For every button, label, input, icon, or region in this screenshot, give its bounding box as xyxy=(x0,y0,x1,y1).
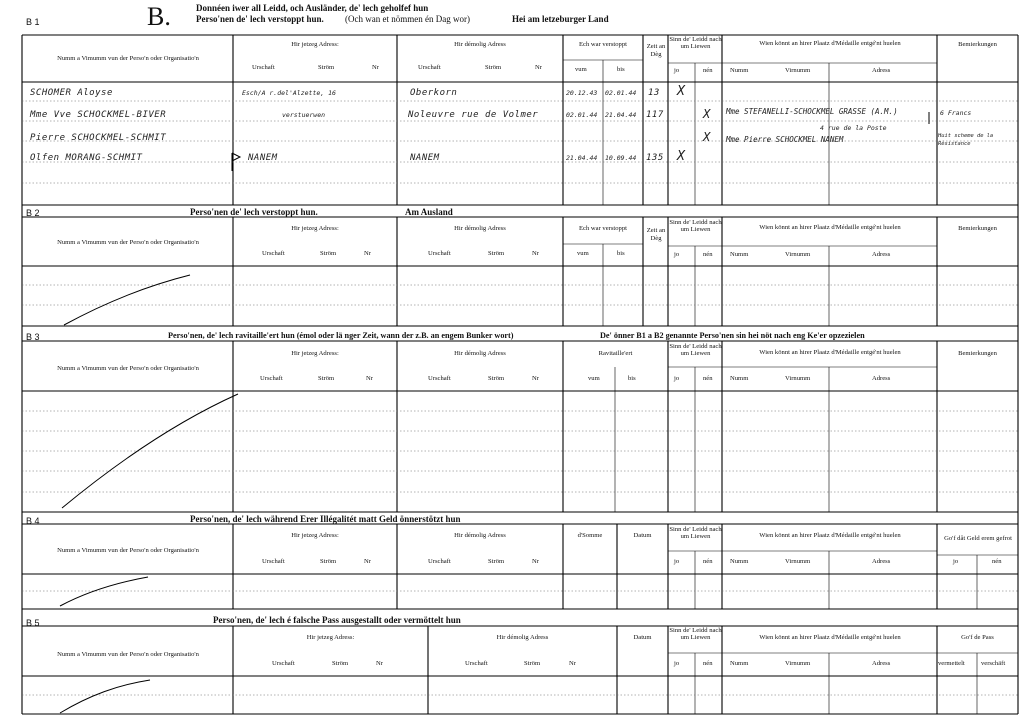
b3-hdr-supplied: Ravitaille'ert xyxy=(598,350,633,357)
b4-hdr-current: Hir jetzeg Adress: xyxy=(291,532,339,539)
entry-former-address: Noleuvre rue de Volmer xyxy=(408,110,539,120)
b3-hdr-sense: Sinn de' Leidd nach um Liewen xyxy=(669,343,722,357)
b3-hdr-to: bis xyxy=(628,375,636,382)
b1-hdr-medal-first: Virnumm xyxy=(785,67,811,74)
entry-days: 13 xyxy=(648,88,660,98)
entry-no-mark: X xyxy=(703,130,711,144)
b2-hdr-current: Hir jetzeg Adress: xyxy=(291,225,339,232)
b1-hdr-medal-name: Numm xyxy=(730,67,749,74)
b5-hdr-town2: Urschaft xyxy=(465,660,488,667)
b2-hdr-days: Zeit an Dèg xyxy=(646,227,666,242)
b5-hdr-town: Urschaft xyxy=(272,660,295,667)
entry-remark: Huit scheme de la Résistance xyxy=(938,133,994,147)
b1-hdr-yes: jo xyxy=(674,67,680,74)
entry-days: 135 xyxy=(646,153,664,163)
header-letter: B. xyxy=(147,2,171,31)
b1-hdr-former: Hir démolig Adress xyxy=(454,41,506,48)
b4-hdr-street2: Ström xyxy=(488,558,505,565)
b2-hdr-nr: Nr xyxy=(364,250,371,257)
b4-hdr-date: Datum xyxy=(633,532,652,539)
b4-hdr-yes: jo xyxy=(674,558,680,565)
b4-hdr-money: Go'f dât Geld erem gefrot xyxy=(944,535,1012,542)
b3-hdr-town: Urschaft xyxy=(260,375,283,382)
b1-title-line2: Perso'nen de' lech verstoppt hun. xyxy=(196,14,324,24)
entry-remark: 6 Francs xyxy=(940,109,972,117)
b3-hdr-from: vum xyxy=(588,375,600,382)
b1-hdr-town2: Urschaft xyxy=(418,64,441,71)
b4-hdr-money-no: nén xyxy=(992,558,1002,565)
entry-name: Pierre SCHOCKMEL-SCHMIT xyxy=(30,133,167,143)
b2-hdr-yes: jo xyxy=(674,251,680,258)
b2-hdr-street: Ström xyxy=(320,250,337,257)
b1-hdr-name: Numm a Vimumm vun der Perso'n oder Organisatio'n xyxy=(57,55,199,62)
entry-yes-mark: X xyxy=(677,84,686,99)
b5-hdr-no: nén xyxy=(703,660,713,667)
b2-hdr-town: Urschaft xyxy=(262,250,285,257)
entry-former-address: NANEM xyxy=(410,153,440,163)
entry-current-address: verstuerwen xyxy=(282,111,326,119)
b5-hdr-street: Ström xyxy=(332,660,349,667)
b2-hdr-nr2: Nr xyxy=(532,250,539,257)
b4-hdr-nr: Nr xyxy=(364,558,371,565)
b2-hdr-remarks: Bemierkungen xyxy=(958,225,997,232)
b2-title-region: Am Ausland xyxy=(405,207,453,217)
b1-hdr-street: Ström xyxy=(318,64,335,71)
b2-hdr-name: Numm a Vimumm vun der Perso'n oder Organisatio'n xyxy=(57,239,199,246)
b5-hdr-current: Hir jetzeg Adress: xyxy=(306,634,355,641)
b2-hdr-former: Hir démolig Adress xyxy=(454,225,506,232)
b4-hdr-nr2: Nr xyxy=(532,558,539,565)
b3-hdr-nr: Nr xyxy=(366,375,373,382)
b5-hdr-former: Hir démolig Adress xyxy=(496,634,549,641)
b1-hdr-town: Urschaft xyxy=(252,64,275,71)
section-id-b1: B 1 xyxy=(26,17,40,27)
section-id-b5: B 5 xyxy=(26,618,40,628)
b4-hdr-medal-name: Numm xyxy=(730,558,749,565)
b1-hdr-street2: Ström xyxy=(485,64,502,71)
entry-yes-mark: X xyxy=(677,149,686,164)
b3-hdr-no: nén xyxy=(703,375,713,382)
b1-hdr-nr2: Nr xyxy=(535,64,542,71)
b5-hdr-medal-name: Numm xyxy=(730,660,749,667)
b2-hdr-hidden: Ech war verstoppt xyxy=(579,225,627,232)
entry-name: Mme Vve SCHOCKMEL-BIVER xyxy=(30,110,167,120)
entry-days: 117 xyxy=(646,110,664,120)
b4-hdr-sum: d'Somme xyxy=(577,532,603,539)
b5-hdr-mediated: vermettelt xyxy=(938,660,965,667)
b5-hdr-date: Datum xyxy=(633,634,652,641)
b3-hdr-street2: Ström xyxy=(488,375,505,382)
b1-hdr-current: Hir jetzeg Adress: xyxy=(291,41,339,48)
b2-hdr-street2: Ström xyxy=(488,250,505,257)
b4-hdr-street: Ström xyxy=(320,558,337,565)
b3-hdr-medal-first: Virnumm xyxy=(785,375,811,382)
entry-name: Olfen MORANG-SCHMIT xyxy=(30,153,143,163)
b1-hdr-days: Zeit an Dèg xyxy=(646,43,666,58)
b5-hdr-yes: jo xyxy=(674,660,680,667)
b2-hdr-to: bis xyxy=(617,250,625,257)
b3-hdr-remarks: Bemierkungen xyxy=(958,350,997,357)
b2-hdr-medal-first: Virnumm xyxy=(785,251,811,258)
b4-hdr-name: Numm a Vimumm vun der Perso'n oder Organisatio'n xyxy=(57,547,199,554)
entry-current-address: Esch/A r.del'Alzette, 16 xyxy=(242,89,336,97)
b1-hdr-remarks: Bemierkungen xyxy=(958,41,997,48)
entry-from: 20.12.43 xyxy=(566,89,598,97)
entry-medal-address: 4 rue de la Poste xyxy=(820,124,887,132)
section-id-b4: B 4 xyxy=(26,516,40,526)
b4-hdr-town: Urschaft xyxy=(262,558,285,565)
b1-title-note: (Och wan et nömmen én Dag wor) xyxy=(345,14,470,24)
b3-hdr-nr2: Nr xyxy=(532,375,539,382)
b4-hdr-money-yes: jo xyxy=(953,558,959,565)
b3-hdr-name: Numm a Vimumm vun der Perso'n oder Organisatio'n xyxy=(57,365,199,372)
b3-title: Perso'nen, de' lech ravitaille'ert hun (émol oder lä nger Zeit, wann der z.B. an engem Bunker wort) xyxy=(168,331,514,340)
b2-hdr-from: vum xyxy=(577,250,589,257)
b2-hdr-medal-name: Numm xyxy=(730,251,749,258)
b3-hdr-yes: jo xyxy=(674,375,680,382)
b2-hdr-no: nén xyxy=(703,251,713,258)
b5-hdr-nr: Nr xyxy=(376,660,383,667)
entry-to: 21.04.44 xyxy=(605,111,637,119)
b4-hdr-medal: Wien könnt an hirer Plaatz d'Médaille entgé'nt huelen xyxy=(759,532,901,539)
b3-hdr-town2: Urschaft xyxy=(428,375,451,382)
b5-hdr-name: Numm a Vimumm vun der Perso'n oder Organisatio'n xyxy=(57,651,199,658)
b4-hdr-former: Hir démolig Adress xyxy=(454,532,506,539)
entry-current-address: NANEM xyxy=(248,153,278,163)
b2-hdr-medal-address: Adress xyxy=(872,251,891,258)
b1-title-region: Hei am letzeburger Land xyxy=(512,14,609,24)
b1-hdr-medal: Wien könnt an hirer Plaatz d'Médaille entgé'nt huelen xyxy=(759,40,901,47)
b4-hdr-sense: Sinn de' Leidd nach um Liewen xyxy=(669,526,722,540)
entry-from: 21.04.44 xyxy=(566,154,598,162)
b5-hdr-pass: Go'f de Pass xyxy=(961,634,994,641)
b5-title: Perso'nen, de' lech é falsche Pass ausgestallt oder vermöttelt hun xyxy=(213,615,461,625)
b2-hdr-town2: Urschaft xyxy=(428,250,451,257)
entry-no-mark: X xyxy=(703,107,711,121)
b5-hdr-medal-first: Virnumm xyxy=(785,660,811,667)
section-id-b2: B 2 xyxy=(26,208,40,218)
b4-hdr-no: nén xyxy=(703,558,713,565)
b4-hdr-medal-address: Adress xyxy=(872,558,891,565)
b3-title-note: De' önner B1 a B2 genannte Perso'nen sin hei nöt nach eng Ke'er opzezielen xyxy=(600,331,865,340)
b1-hdr-nr: Nr xyxy=(372,64,379,71)
entry-from: 02.01.44 xyxy=(566,111,598,119)
entry-medal-recipient: Mme Pierre SCHOCKMEL NANEM xyxy=(726,135,844,144)
entry-former-address: Oberkorn xyxy=(410,88,458,98)
b5-hdr-sense: Sinn de' Leidd nach um Liewen xyxy=(669,627,722,641)
b5-hdr-nr2: Nr xyxy=(569,660,576,667)
b2-hdr-medal: Wien könnt an hirer Plaatz d'Médaille entgé'nt huelen xyxy=(759,224,901,231)
entry-medal-recipient: Mme STEFANELLI-SCHOCKMEL GRASSE (A.M.) xyxy=(726,107,898,116)
entry-to: 02.01.44 xyxy=(605,89,637,97)
b5-hdr-street2: Ström xyxy=(524,660,541,667)
b5-hdr-issued: verschäft xyxy=(981,660,1006,667)
b1-title-line1: Donnéen iwer all Leidd, och Ausländer, de' lech geholfef hun xyxy=(196,3,429,13)
b2-hdr-sense: Sinn de' Leidd nach um Liewen xyxy=(669,219,722,233)
b3-hdr-current: Hir jetzeg Adress: xyxy=(291,350,339,357)
b3-hdr-medal: Wien könnt an hirer Plaatz d'Médaille entgé'nt huelen xyxy=(759,349,901,356)
b4-title: Perso'nen, de' lech während Erer Illégalitét matt Geld önnerstötzt hun xyxy=(190,514,461,524)
b4-hdr-town2: Urschaft xyxy=(428,558,451,565)
b1-hdr-no: nén xyxy=(703,67,713,74)
entry-to: 10.09.44 xyxy=(605,154,637,162)
b1-hdr-hidden: Ech war verstoppt xyxy=(579,41,627,48)
b5-hdr-medal-address: Adress xyxy=(872,660,891,667)
b1-hdr-from: vum xyxy=(575,66,587,73)
b3-hdr-street: Ström xyxy=(318,375,335,382)
b5-hdr-medal: Wien könnt an hirer Plaatz d'Médaille entgé'nt huelen xyxy=(759,634,901,641)
b2-title: Perso'nen de' lech verstoppt hun. xyxy=(190,207,318,217)
b3-hdr-former: Hir démolig Adress xyxy=(454,350,506,357)
b1-hdr-sense: Sinn de' Leidd nach um Liewen xyxy=(669,36,722,50)
b4-hdr-medal-first: Virnumm xyxy=(785,558,811,565)
b3-hdr-medal-address: Adress xyxy=(872,375,891,382)
b1-hdr-to: bis xyxy=(617,66,625,73)
b3-hdr-medal-name: Numm xyxy=(730,375,749,382)
b1-hdr-medal-address: Adress xyxy=(872,67,891,74)
section-id-b3: B 3 xyxy=(26,332,40,342)
entry-name: SCHOMER Aloyse xyxy=(30,88,113,98)
